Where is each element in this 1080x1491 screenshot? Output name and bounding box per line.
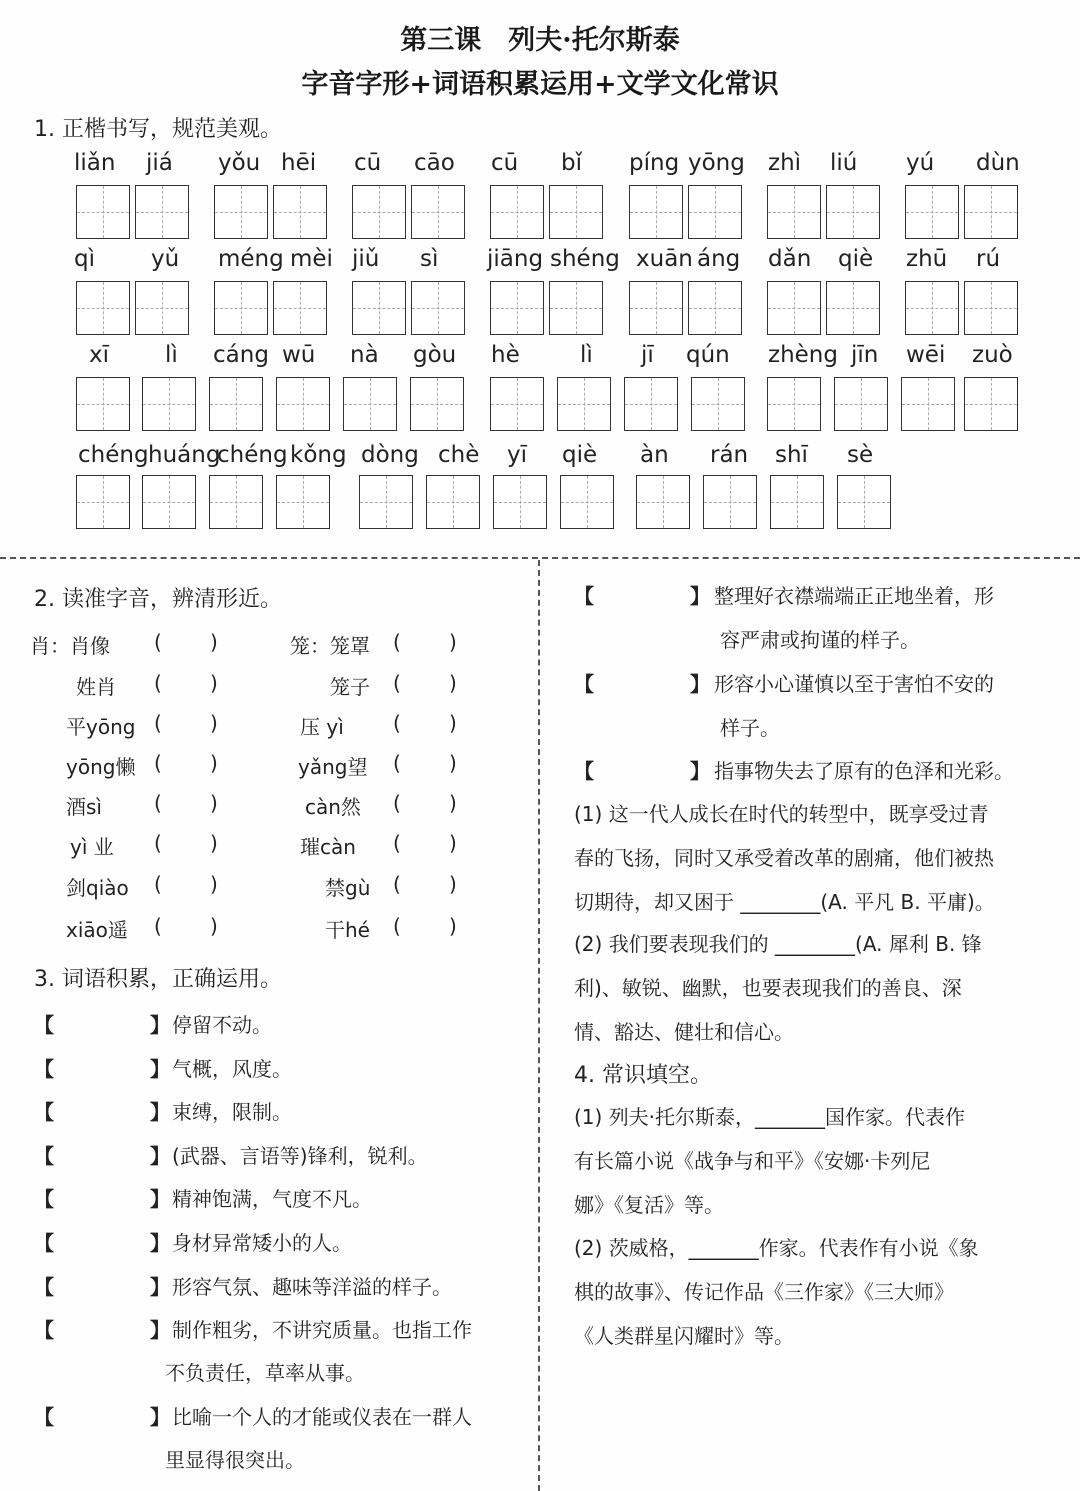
pinyin-label: yǒu [218,150,261,176]
pinyin-label: gòu [413,342,457,368]
word-label: yì 业 [70,835,114,859]
writing-box [964,377,1018,431]
pinyin-label: jī [641,342,654,368]
word-label: 剑qiào [66,876,129,900]
answer-paren-open: ( [154,751,162,775]
definition-text-cont: 样子。 [720,716,780,740]
question-text: 利)、敏锐、幽默，也要表现我们的善良、深 [574,976,962,1000]
writing-box [624,377,678,431]
pinyin-label: jiāng [487,246,544,272]
writing-box [76,185,130,239]
writing-box [688,185,742,239]
answer-paren-open: ( [393,751,401,775]
pinyin-label: jiǔ [352,246,380,272]
question-text: 娜》《复活》等。 [574,1193,724,1217]
writing-box [352,185,406,239]
question-text: (2) 我们要表现我们的 ________(A. 犀利 B. 锋 [574,932,982,956]
writing-box [135,281,189,335]
writing-box [352,281,406,335]
pinyin-label: hè [491,342,520,368]
writing-box [214,185,268,239]
definition-text: (武器、言语等)锋利，锐利。 [172,1143,428,1168]
word-label: yǎng望 [298,755,368,779]
writing-box [557,377,611,431]
definition-text: 比喻一个人的才能或仪表在一群人 [172,1405,472,1430]
word-label: 压 yì [300,715,344,739]
writing-box [549,185,603,239]
writing-box [837,475,891,529]
bracket-open: 【 [34,1231,54,1255]
writing-box [273,281,327,335]
word-label: 干hé [325,918,370,942]
pinyin-label: áng [697,246,741,272]
bracket-close: 】 [690,584,710,608]
writing-box [273,185,327,239]
definition-text: 整理好衣襟端端正正地坐着，形 [714,584,994,608]
pinyin-label: liǎn [74,150,116,176]
pinyin-label: bǐ [561,150,582,176]
pinyin-label: zhèng [768,342,838,368]
pinyin-label: píng [629,150,680,176]
pinyin-label: dòng [361,442,419,468]
answer-paren-open: ( [393,791,401,815]
pinyin-label: shéng [550,246,620,272]
question-text: 棋的故事》、传记作品《三作家》《三大师》 [574,1280,954,1304]
writing-box [142,475,196,529]
writing-box [276,475,330,529]
writing-box [905,185,959,239]
answer-paren-close: ) [210,711,218,735]
pinyin-label: rú [976,246,1001,272]
bracket-open: 【 [34,1187,54,1212]
answer-paren-close: ) [210,751,218,775]
definition-text-cont: 容严肃或拘谨的样子。 [720,628,920,652]
writing-box [490,377,544,431]
section1-heading: 1. 正楷书写，规范美观。 [34,117,282,142]
writing-box [214,281,268,335]
writing-box [142,377,196,431]
writing-box [359,475,413,529]
pinyin-label: dǎn [768,246,812,272]
pinyin-label: zhū [906,246,948,272]
pinyin-label: rán [710,442,749,468]
definition-text: 形容气氛、趣味等洋溢的样子。 [172,1274,452,1299]
bracket-open: 【 [574,672,594,696]
answer-paren-close: ) [210,671,218,695]
bracket-close: 】 [150,1231,170,1255]
pinyin-label: qì [74,246,95,272]
section2-heading: 2. 读准字音，辨清形近。 [34,587,282,612]
writing-box [490,281,544,335]
pinyin-label: shī [775,442,808,468]
definition-text: 束缚，限制。 [172,1100,292,1125]
pinyin-label: wēi [906,342,946,368]
pinyin-label: jiá [146,150,173,176]
bracket-close: 】 [690,759,710,783]
page-title: 第三课 列夫·托尔斯泰 [400,25,680,56]
pinyin-label: méng [218,246,284,272]
answer-paren-close: ) [449,791,457,815]
pinyin-label: xī [89,342,110,368]
question-text: 春的飞扬，同时又承受着改革的剧痛，他们被热 [574,846,994,870]
writing-box [343,377,397,431]
writing-box [826,281,880,335]
word-label: 笼：笼罩 [290,634,370,658]
bracket-open: 【 [34,1318,54,1343]
writing-box [767,377,821,431]
bracket-open: 【 [574,759,594,783]
writing-box [411,281,465,335]
answer-paren-close: ) [210,791,218,815]
vertical-divider [538,560,540,1491]
answer-paren-close: ) [449,671,457,695]
definition-text: 身材异常矮小的人。 [172,1231,352,1255]
pinyin-label: jīn [851,342,879,368]
pinyin-label: yú [906,150,935,176]
question-text: 情、豁达、健壮和信心。 [574,1020,794,1044]
word-label: càn然 [305,795,361,819]
bracket-close: 】 [150,1013,170,1037]
definition-text-cont: 不负责任，草率从事。 [165,1361,365,1386]
bracket-close: 】 [150,1056,170,1081]
word-label: 肖：肖像 [30,634,110,658]
writing-box [629,185,683,239]
pinyin-label: chè [438,442,480,468]
definition-text: 精神饱满，气度不凡。 [172,1187,372,1212]
definition-text: 停留不动。 [172,1013,272,1037]
writing-box [209,377,263,431]
bracket-close: 】 [150,1187,170,1212]
bracket-close: 】 [150,1143,170,1168]
pinyin-label: sì [420,246,439,272]
answer-paren-close: ) [210,914,218,938]
answer-paren-open: ( [154,831,162,855]
answer-paren-open: ( [154,872,162,896]
definition-text: 气概，风度。 [172,1056,292,1081]
pinyin-label: yǔ [151,246,180,272]
question-text: (2) 茨威格，_______作家。代表作有小说《象 [574,1236,979,1260]
question-text: (1) 这一代人成长在时代的转型中，既享受过青 [574,802,989,826]
bracket-open: 【 [34,1100,54,1125]
page-subtitle: 字音字形+词语积累运用+文学文化常识 [301,69,779,100]
answer-paren-close: ) [449,630,457,654]
definition-text: 形容小心谨慎以至于害怕不安的 [714,672,994,696]
bracket-close: 】 [150,1405,170,1430]
bracket-open: 【 [34,1274,54,1299]
writing-box [490,185,544,239]
writing-box [767,185,821,239]
writing-box [905,281,959,335]
answer-paren-open: ( [154,671,162,695]
bracket-close: 】 [150,1100,170,1125]
bracket-open: 【 [34,1405,54,1430]
bracket-open: 【 [34,1013,54,1037]
pinyin-label: yōng [688,150,745,176]
pinyin-label: hēi [281,150,317,176]
pinyin-label: lì [165,342,178,368]
writing-box [636,475,690,529]
answer-paren-close: ) [449,914,457,938]
pinyin-label: mèi [290,246,333,272]
writing-box [76,377,130,431]
answer-paren-open: ( [393,914,401,938]
pinyin-label: cáng [213,342,269,368]
bracket-close: 】 [150,1274,170,1299]
pinyin-label: zhì [768,150,802,176]
answer-paren-close: ) [449,711,457,735]
answer-paren-close: ) [210,872,218,896]
horizontal-divider [0,557,1080,559]
writing-box [276,377,330,431]
word-label: 璀càn [300,835,356,859]
writing-box [560,475,614,529]
answer-paren-close: ) [449,831,457,855]
writing-box [834,377,888,431]
word-label: 笼子 [330,675,370,699]
answer-paren-open: ( [393,831,401,855]
word-label: xiāo遥 [66,918,128,942]
pinyin-label: xuān [636,246,693,272]
question-text: 有长篇小说《战争与和平》《安娜·卡列尼 [574,1149,931,1173]
pinyin-label: dùn [976,150,1020,176]
pinyin-label: chéng [217,442,288,468]
writing-box [426,475,480,529]
definition-text: 指事物失去了原有的色泽和光彩。 [714,759,1014,783]
writing-box [688,281,742,335]
writing-box [629,281,683,335]
bracket-open: 【 [34,1056,54,1081]
answer-paren-close: ) [449,872,457,896]
word-label: 酒sì [66,795,102,819]
pinyin-label: wū [282,342,316,368]
pinyin-label: cāo [414,150,455,176]
definition-text: 制作粗劣，不讲究质量。也指工作 [172,1318,472,1343]
word-label: 姓肖 [76,675,116,699]
answer-paren-close: ) [449,751,457,775]
pinyin-label: liú [830,150,858,176]
pinyin-label: yī [507,442,528,468]
answer-paren-open: ( [154,630,162,654]
pinyin-label: àn [640,442,669,468]
writing-box [209,475,263,529]
writing-box [703,475,757,529]
pinyin-label: kǒng [290,442,347,468]
pinyin-label: nà [350,342,379,368]
answer-paren-open: ( [393,671,401,695]
answer-paren-open: ( [154,791,162,815]
writing-box [826,185,880,239]
answer-paren-close: ) [210,630,218,654]
pinyin-label: chéng [78,442,149,468]
question-text: 《人类群星闪耀时》等。 [574,1324,794,1348]
word-label: 禁gù [325,876,371,900]
writing-box [135,185,189,239]
writing-box [493,475,547,529]
definition-text-cont: 里显得很突出。 [165,1448,305,1473]
pinyin-label: huáng [148,442,221,468]
pinyin-label: cū [491,150,519,176]
pinyin-label: sè [847,442,874,468]
pinyin-label: qiè [838,246,874,272]
writing-box [901,377,955,431]
pinyin-label: lì [580,342,593,368]
writing-box [964,281,1018,335]
answer-paren-open: ( [154,914,162,938]
writing-box [964,185,1018,239]
answer-paren-open: ( [393,630,401,654]
section4-heading: 4. 常识填空。 [574,1063,712,1088]
writing-box [767,281,821,335]
pinyin-label: qiè [562,442,598,468]
answer-paren-open: ( [393,872,401,896]
word-label: yōng懒 [66,755,136,779]
writing-box [76,475,130,529]
writing-box [411,185,465,239]
bracket-close: 】 [690,672,710,696]
answer-paren-open: ( [393,711,401,735]
section3-heading: 3. 词语积累，正确运用。 [34,967,282,992]
bracket-open: 【 [34,1143,54,1168]
writing-box [549,281,603,335]
pinyin-label: cū [354,150,382,176]
pinyin-label: qún [686,342,730,368]
question-text: 切期待，却又困于 ________(A. 平凡 B. 平庸)。 [574,890,995,914]
question-text: (1) 列夫·托尔斯泰，_______国作家。代表作 [574,1105,966,1129]
word-label: 平yōng [66,715,136,739]
answer-paren-close: ) [210,831,218,855]
bracket-open: 【 [574,584,594,608]
writing-box [770,475,824,529]
writing-box [76,281,130,335]
bracket-close: 】 [150,1318,170,1343]
writing-box [691,377,745,431]
answer-paren-open: ( [154,711,162,735]
pinyin-label: zuò [972,342,1013,368]
writing-box [410,377,464,431]
